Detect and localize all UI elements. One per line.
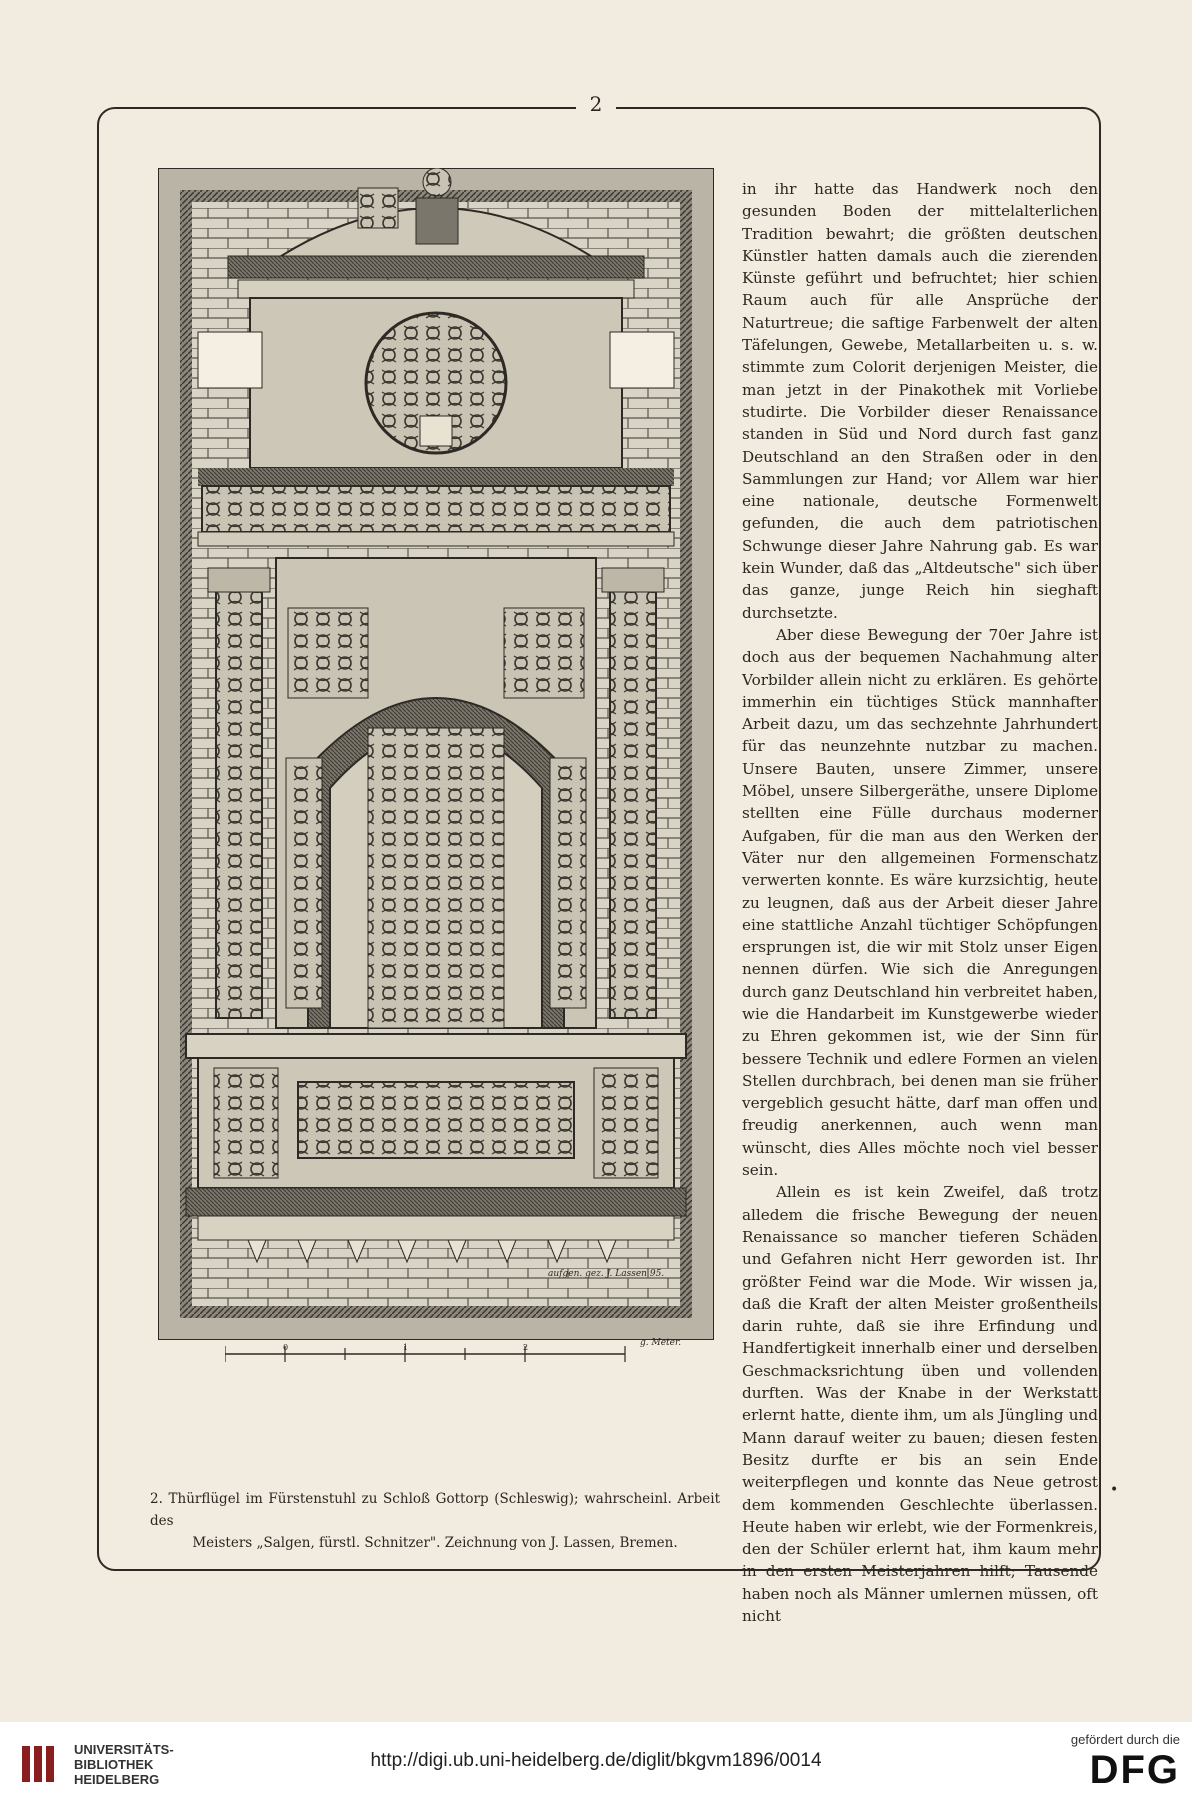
figure-caption — [150, 1488, 720, 1554]
digitization-footer — [0, 1722, 1192, 1803]
funded-by-label: gefördert durch die — [1070, 1732, 1180, 1747]
caption-line-1: 2. Thürflügel im Fürstenstuhl zu Schloß Gottorp (Schleswig); wahrscheinl. Arbeit des — [150, 1491, 720, 1529]
dfg-wordmark: DFG — [1089, 1748, 1180, 1792]
door-engraving-figure — [158, 168, 714, 1340]
margin-dot: • — [1110, 1482, 1119, 1498]
funder-logo[interactable] — [1071, 1732, 1180, 1793]
page-number: 2 — [0, 92, 1192, 116]
paragraph-2: Aber diese Bewegung der 70er Jahre ist doch aus der bequemen Nachahmung alter Vorbilder allein nicht zu erklären. Es gehörte immerhin ein tüchtiges Stück mannhafter Arbeit dazu, um das sechzehnte Jahrhundert für das neunzehnte nutzbar zu machen. Unsere Bauten, unsere Zimmer, unsere Möbel, unsere Silbergeräthe, unsere Diplome stellten eine Fülle durchaus moderner Aufgaben, für die man aus den Werken der Väter nur den allgemeinen Formenschatz verwerten konnte. Es wäre kurzsichtig, heute zu leugnen, daß aus der Arbeit dieser Jahre eine stattliche Anzahl tüchtiger Schöpfungen ersprungen ist, die wir mit Stolz unser Eigen nennen dürfen. Wie sich die Anregungen durch ganz Deutschland hin verbreitet haben, wie die Handarbeit im Kunstgewerbe wieder zu Ehren gekommen ist, wie der Sinn für bessere Technik und edlere Formen an vielen Stellen durchbrach, bei denen man sie früher vergeblich gesucht hätte, darf man offen und freudig anerkennen, auch wenn man wünscht, dies Alles möchte noch viel besser sein. — [742, 625, 1098, 1180]
scale-unit-note: g. Meter. — [640, 1338, 682, 1348]
paragraph-3: Allein es ist kein Zweifel, daß trotz alledem die frische Bewegung der neuen Renaissance so mancher tieferen Schäden und Gefahren nicht Herr geworden ist. Ihr größter Feind war die Mode. Wir wissen ja, daß die Kraft der alten Meister großentheils darin ruhte, daß sie ihre Erfindung und Handfertigkeit innerhalb einer und derselben Geschmacksrichtung üben und vollenden durften. Was der Knabe in der Werkstatt erlernt hatte, diente ihm, um als Jüngling und Mann darauf weiter zu bauen; diesen festen Besitz durfte er bis an sein Ende weiterpflegen und konnte das Neue getrost dem kommenden Geschlechte überlassen. Heute haben wir erlebt, wie der Formenkreis, den der Schüler erlernt hat, ihm kaum mehr in den ersten Meisterjahren hilft; Tausende haben noch als Männer umlernen müssen, oft nicht — [742, 1183, 1098, 1625]
page-url-link[interactable]: http://digi.ub.uni-heidelberg.de/diglit/bkgvm1896/0014 — [370, 1750, 822, 1771]
caption-line-2: Meisters „Salgen, fürstl. Schnitzer". Zeichnung von J. Lassen, Bremen. — [192, 1535, 678, 1551]
scale-label-1: 1 — [403, 1343, 409, 1352]
article-text-column — [742, 178, 1098, 1627]
library-name: UNIVERSITÄTS- BIBLIOTHEK HEIDELBERG — [74, 1741, 174, 1787]
measurement-scale — [225, 1342, 685, 1372]
paragraph-1: in ihr hatte das Handwerk noch den gesunden Boden der mittelalterlichen Tradition bewahrt; die größten deutschen Künstler hatten damals auch die zierenden Künste geführt und befruchtet; hier schien Raum auch für alle Ansprüche der Naturtreue; die saftige Farbenwelt der alten Täfelungen, Gewebe, Metallarbeiten u. s. w. stimmte zum Colorit derjenigen Meister, die man jetzt in der Pinakothek mit Vorliebe studirte. Die Vorbilder dieser Renaissance standen in Süd und Nord durch fast ganz Deutschland an den Straßen oder in den Sammlungen zur Hand; vor Allem war hier eine nationale, deutsche Formenwelt gefunden, die auch dem patriotischen Schwunge dieser Jahre Nahrung gab. Es war kein Wunder, daß das „Altdeutsche" sich über das ganze, junge Reich hin sieghaft durchsetzte. — [742, 180, 1098, 622]
scale-label-2: 2 — [523, 1343, 529, 1352]
artist-signature: aufgen. gez. J. Lassen 95. — [548, 1269, 665, 1279]
scale-label-0: 0 — [283, 1343, 289, 1352]
